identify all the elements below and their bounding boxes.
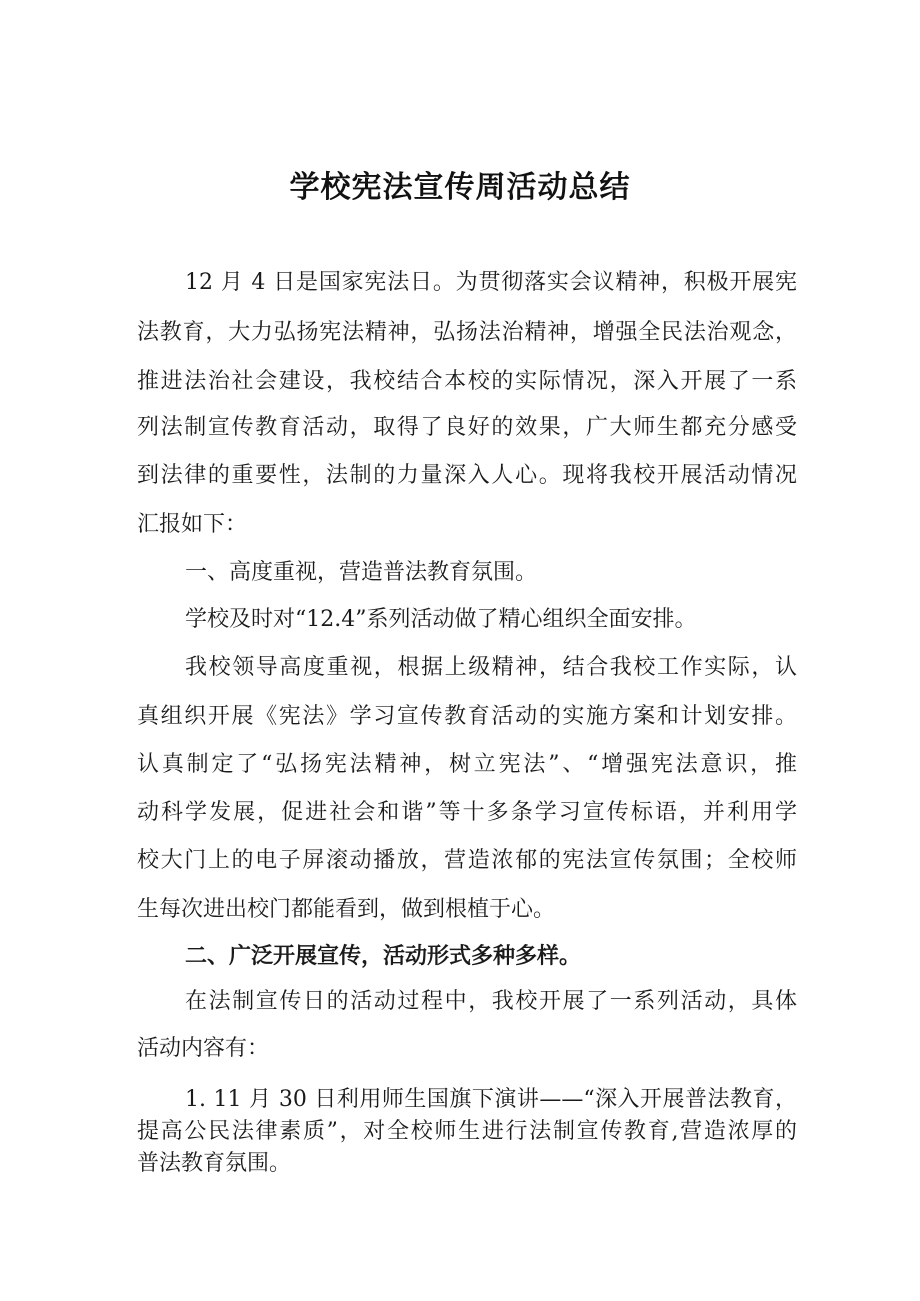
- paragraph-line: 真组织开展《宪法》学习宣传教育活动的实施方案和计划安排。: [137, 704, 797, 729]
- paragraph-line: 动科学发展，促进社会和谐”等十多条学习宣传标语，并利用学: [137, 800, 797, 825]
- paragraph-line: 12 月 4 日是国家宪法日。为贯彻落实会议精神，积极开展宪: [185, 270, 797, 295]
- paragraph-line: 法教育，大力弘扬宪法精神，弘扬法治精神，增强全民法治观念，: [137, 320, 797, 345]
- paragraph-line: 生每次进出校门都能看到，做到根植于心。: [137, 897, 556, 922]
- section-heading: 一、高度重视，营造普法教育氛围。: [185, 560, 538, 585]
- paragraph-line: 学校及时对“12.4”系列活动做了精心组织全面安排。: [185, 607, 697, 632]
- paragraph-line: 在法制宣传日的活动过程中，我校开展了一系列活动，具体: [185, 989, 797, 1014]
- paragraph-line: 提高公民法律素质”，对全校师生进行法制宣传教育,营造浓厚的: [137, 1119, 797, 1144]
- paragraph-line: 认真制定了“弘扬宪法精神，树立宪法”、“增强宪法意识，推: [137, 752, 797, 777]
- paragraph-line: 推进法治社会建设，我校结合本校的实际情况，深入开展了一系: [137, 369, 797, 394]
- paragraph-line: 列法制宣传教育活动，取得了良好的效果，广大师生都充分感受: [137, 415, 797, 440]
- paragraph-line: 到法律的重要性，法制的力量深入人心。现将我校开展活动情况: [137, 463, 797, 488]
- paragraph-line: 汇报如下：: [137, 512, 248, 537]
- section-heading: 二、广泛开展宣传，活动形式多种多样。: [185, 944, 582, 969]
- paragraph-line: 1. 11 月 30 日利用师生国旗下演讲——“深入开展普法教育，: [185, 1087, 797, 1112]
- paragraph-line: 我校领导高度重视，根据上级精神，结合我校工作实际，认: [185, 655, 797, 680]
- paragraph-line: 校大门上的电子屏滚动播放，营造浓郁的宪法宣传氛围；全校师: [137, 848, 797, 873]
- paragraph-line: 普法教育氛围。: [137, 1151, 292, 1176]
- document-title: 学校宪法宣传周活动总结: [289, 170, 631, 205]
- paragraph-line: 活动内容有：: [137, 1036, 270, 1061]
